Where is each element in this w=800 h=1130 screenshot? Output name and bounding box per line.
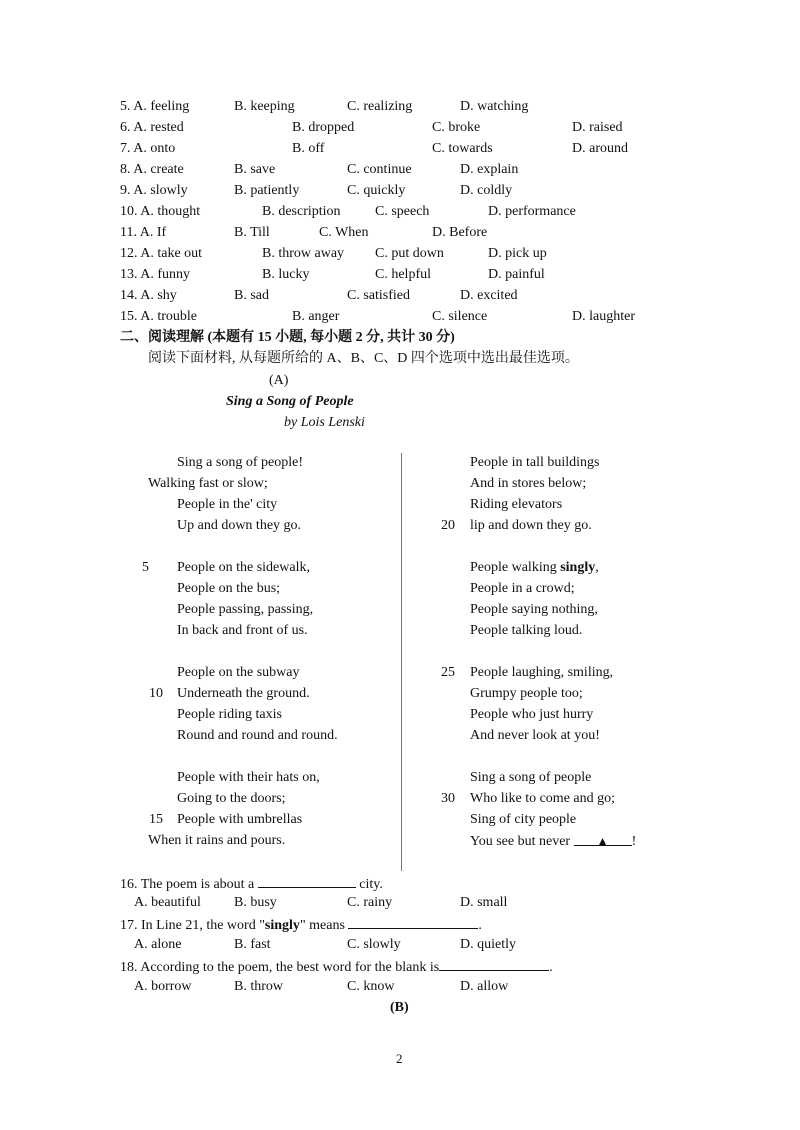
- section-heading: 二、阅读理解 (本题有 15 小题, 每小题 2 分, 共计 30 分): [120, 330, 455, 345]
- poem-line: People saying nothing,: [470, 602, 598, 617]
- poem-line: People in a crowd;: [470, 581, 575, 596]
- option-d: D. raised: [572, 120, 623, 135]
- poem-line-singly: [470, 558, 599, 578]
- poem-text: You see but never: [470, 834, 574, 849]
- poem-line: In back and front of us.: [177, 623, 308, 638]
- option-b: B. description: [262, 204, 341, 219]
- stem-text: 17. In Line 21, the word ": [120, 918, 265, 933]
- question-stem: [120, 956, 553, 978]
- option-d: D. excited: [460, 288, 518, 303]
- poem-line: People in the' city: [177, 497, 278, 512]
- option-d: D. quietly: [460, 937, 516, 952]
- passage-label: (A): [269, 373, 289, 388]
- option-c: C. broke: [432, 120, 481, 135]
- option-b: B. patiently: [234, 183, 300, 198]
- question-stem: [120, 873, 383, 895]
- option-c: C. towards: [432, 141, 493, 156]
- option-c: C. continue: [347, 162, 412, 177]
- poem-author: by Lois Lenski: [284, 415, 365, 430]
- page-number: 2: [396, 1051, 403, 1066]
- poem-punctuation: ,: [595, 560, 599, 575]
- option-b: B. busy: [234, 895, 277, 910]
- option-d: D. around: [572, 141, 628, 156]
- poem-line: Riding elevators: [470, 497, 563, 512]
- option-a: 10. A. thought: [120, 204, 201, 219]
- poem-line-blank: [470, 831, 636, 852]
- option-c: C. slowly: [347, 937, 401, 952]
- poem-blank[interactable]: [574, 831, 632, 846]
- poem-line: Round and round and round.: [177, 728, 338, 743]
- option-a: 11. A. If: [120, 225, 167, 240]
- poem-line: People with their hats on,: [177, 770, 320, 785]
- stem-text: " means: [299, 918, 349, 933]
- option-d: D. allow: [460, 979, 509, 994]
- option-d: D. explain: [460, 162, 519, 177]
- triangle-icon: ▲: [596, 834, 609, 848]
- poem-line: People laughing, smiling,: [470, 665, 614, 680]
- poem-line: Sing a song of people: [470, 770, 592, 785]
- option-d: D. laughter: [572, 309, 635, 324]
- option-c: C. put down: [375, 246, 444, 261]
- poem-line: Underneath the ground.: [177, 686, 310, 701]
- option-d: D. pick up: [488, 246, 547, 261]
- option-a: 7. A. onto: [120, 141, 176, 156]
- stem-text: city.: [355, 877, 383, 892]
- option-c: C. When: [319, 225, 369, 240]
- poem-line: Who like to come and go;: [470, 791, 616, 806]
- poem-line: Up and down they go.: [177, 518, 302, 533]
- option-a: 15. A. trouble: [120, 309, 197, 324]
- option-d: D. small: [460, 895, 508, 910]
- option-a: 13. A. funny: [120, 267, 190, 282]
- option-d: D. performance: [488, 204, 576, 219]
- passage-b-label: (B): [390, 1000, 409, 1015]
- option-a: A. alone: [134, 937, 182, 952]
- option-d: D. coldly: [460, 183, 513, 198]
- question-stem: [120, 914, 482, 936]
- option-d: D. watching: [460, 99, 529, 114]
- poem-line: People riding taxis: [177, 707, 282, 722]
- option-a: A. borrow: [134, 979, 192, 994]
- option-b: B. sad: [234, 288, 269, 303]
- option-c: C. helpful: [375, 267, 431, 282]
- poem-line: Walking fast or slow;: [148, 476, 268, 491]
- line-number: 5: [142, 560, 149, 575]
- option-c: C. silence: [432, 309, 488, 324]
- option-a: A. beautiful: [134, 895, 201, 910]
- poem-line: People talking loud.: [470, 623, 583, 638]
- column-divider: [401, 453, 402, 871]
- option-a: 5. A. feeling: [120, 99, 190, 114]
- option-b: B. throw: [234, 979, 283, 994]
- option-a: 14. A. shy: [120, 288, 177, 303]
- poem-line: People passing, passing,: [177, 602, 314, 617]
- option-c: C. know: [347, 979, 395, 994]
- line-number: 30: [441, 791, 455, 806]
- stem-text: 18. According to the poem, the best word for the blank is: [120, 960, 440, 975]
- option-c: C. rainy: [347, 895, 393, 910]
- poem-line: People who just hurry: [470, 707, 594, 722]
- option-b: B. throw away: [262, 246, 345, 261]
- option-b: B. anger: [292, 309, 340, 324]
- option-b: B. fast: [234, 937, 271, 952]
- option-b: B. dropped: [292, 120, 355, 135]
- poem-line: People on the bus;: [177, 581, 281, 596]
- option-c: C. quickly: [347, 183, 406, 198]
- poem-line: Grumpy people too;: [470, 686, 583, 701]
- poem-line: Sing a song of people!: [177, 455, 303, 470]
- poem-line: People with umbrellas: [177, 812, 303, 827]
- option-a: 9. A. slowly: [120, 183, 188, 198]
- option-b: B. keeping: [234, 99, 295, 114]
- stem-bold-word: singly: [264, 918, 300, 933]
- answer-blank[interactable]: [348, 914, 478, 929]
- option-b: B. Till: [234, 225, 270, 240]
- poem-line: People on the subway: [177, 665, 300, 680]
- poem-line: lip and down they go.: [470, 518, 592, 533]
- poem-line: And never look at you!: [470, 728, 600, 743]
- instruction-text: 阅读下面材料, 从每题所给的 A、B、C、D 四个选项中选出最佳选项。: [148, 351, 579, 366]
- option-b: B. off: [292, 141, 325, 156]
- poem-text: People walking: [470, 560, 561, 575]
- option-a: 8. A. create: [120, 162, 184, 177]
- stem-text: .: [549, 960, 553, 975]
- line-number: 10: [149, 686, 163, 701]
- poem-punctuation: !: [631, 834, 637, 849]
- poem-line: And in stores below;: [470, 476, 587, 491]
- option-d: D. painful: [488, 267, 545, 282]
- poem-line: When it rains and pours.: [148, 833, 286, 848]
- answer-blank[interactable]: [439, 956, 549, 971]
- poem-line: People in tall buildings: [470, 455, 600, 470]
- option-c: C. realizing: [347, 99, 413, 114]
- poem-bold-word: singly: [560, 560, 596, 575]
- poem-line: Sing of city people: [470, 812, 577, 827]
- poem-line: People on the sidewalk,: [177, 560, 310, 575]
- option-a: 12. A. take out: [120, 246, 203, 261]
- line-number: 20: [441, 518, 455, 533]
- stem-text: .: [478, 918, 482, 933]
- line-number: 15: [149, 812, 163, 827]
- poem-line: Going to the doors;: [177, 791, 286, 806]
- stem-text: 16. The poem is about a: [120, 877, 258, 892]
- option-c: C. speech: [375, 204, 430, 219]
- option-d: D. Before: [432, 225, 488, 240]
- poem-title: Sing a Song of People: [226, 394, 354, 409]
- option-b: B. lucky: [262, 267, 310, 282]
- line-number: 25: [441, 665, 455, 680]
- option-a: 6. A. rested: [120, 120, 184, 135]
- answer-blank[interactable]: [258, 873, 356, 888]
- option-c: C. satisfied: [347, 288, 410, 303]
- option-b: B. save: [234, 162, 276, 177]
